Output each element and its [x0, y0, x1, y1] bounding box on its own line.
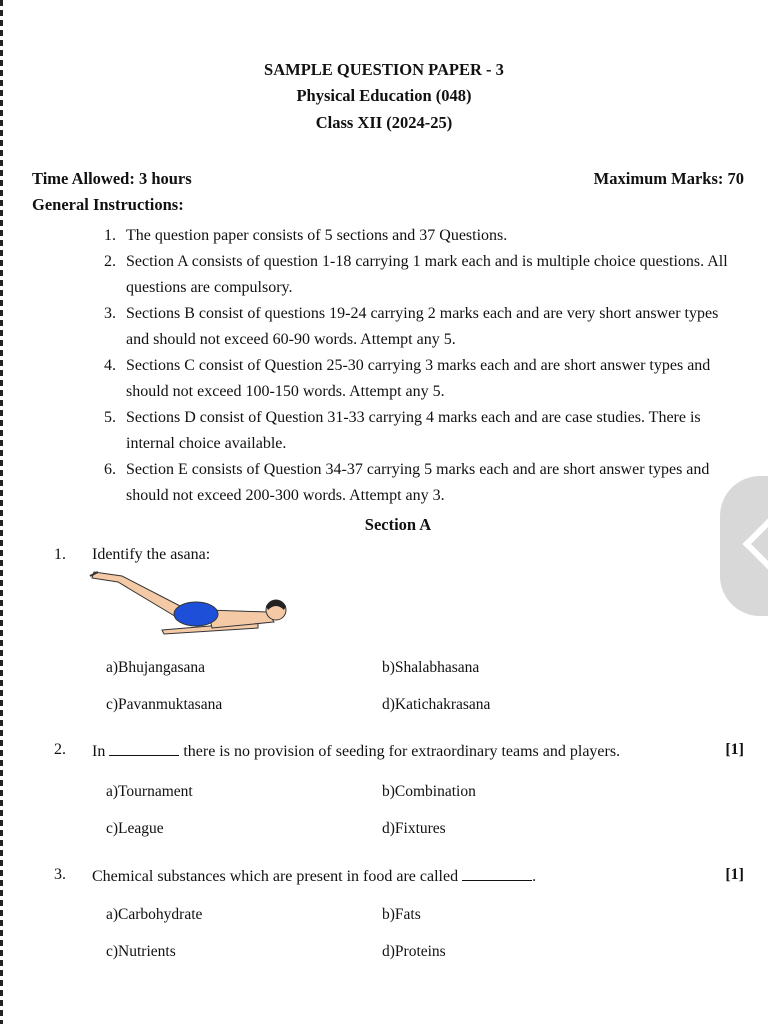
instruction-text: The question paper consists of 5 sections and 37 Questions. — [126, 227, 508, 244]
page-left-border — [0, 0, 3, 1024]
question-3-option-c: c)Nutrients — [106, 943, 176, 960]
next-page-button[interactable] — [720, 476, 768, 616]
subject-title: Physical Education (048) — [296, 86, 472, 105]
fill-blank — [109, 741, 179, 756]
question-2-option-a: a)Tournament — [106, 783, 193, 800]
maximum-marks: Maximum Marks: 70 — [593, 169, 744, 188]
instruction-number: 4. — [104, 357, 116, 374]
question-3-number: 3. — [54, 866, 66, 883]
instruction-item — [104, 223, 744, 249]
question-2-option-b: b)Combination — [382, 783, 476, 800]
paper-title: SAMPLE QUESTION PAPER - 3 — [264, 60, 504, 79]
question-2-text — [92, 741, 620, 761]
question-1-option-d: d)Katichakrasana — [382, 696, 491, 713]
question-1-option-c: c)Pavanmuktasana — [106, 696, 223, 713]
instruction-item — [104, 353, 744, 405]
question-1-option-a: a)Bhujangasana — [106, 659, 205, 676]
instruction-text: Section A consists of question 1-18 carrying 1 mark each and is multiple choice questions. All questions are compulsory. — [126, 253, 728, 296]
question-2-text-before: In — [92, 743, 106, 760]
instruction-item — [104, 249, 744, 301]
question-3-option-b: b)Fats — [382, 906, 421, 923]
question-3-marks: [1] — [725, 866, 744, 883]
question-2-option-d: d)Fixtures — [382, 820, 446, 837]
fill-blank — [462, 866, 532, 881]
instruction-number: 3. — [104, 305, 116, 322]
instructions-title: General Instructions: — [32, 195, 184, 214]
question-3-option-d: d)Proteins — [382, 943, 446, 960]
chevron-right-icon — [743, 519, 768, 570]
class-title: Class XII (2024-25) — [315, 113, 453, 132]
instruction-text: Section E consists of Question 34-37 carrying 5 marks each and are short answer types and should not exceed 200-300 words. Attempt any 3. — [126, 461, 710, 504]
question-2-text-after: there is no provision of seeding for extraordinary teams and players. — [183, 743, 621, 760]
question-1-option-b: b)Shalabhasana — [382, 659, 480, 676]
instruction-item — [104, 457, 744, 509]
instruction-text: Sections C consist of Question 25-30 carrying 3 marks each and are short answer types and should not exceed 100-150 words. Attempt any 5. — [126, 357, 711, 400]
instruction-number: 5. — [104, 409, 116, 426]
instruction-number: 2. — [104, 253, 116, 270]
section-a-title: Section A — [364, 515, 432, 534]
question-3-option-a: a)Carbohydrate — [106, 906, 203, 923]
instruction-number: 6. — [104, 461, 116, 478]
question-3-text-after: . — [532, 868, 537, 885]
question-2-marks: [1] — [725, 741, 744, 758]
instruction-item — [104, 301, 744, 353]
instruction-text: Sections D consist of Question 31-33 carrying 4 marks each and are case studies. There is internal choice available. — [126, 409, 701, 452]
instruction-number: 1. — [104, 227, 116, 244]
question-1-text: Identify the asana: — [92, 546, 211, 563]
question-1-number: 1. — [54, 546, 66, 563]
shalabhasana-figure-icon — [88, 566, 298, 645]
instruction-item — [104, 405, 744, 457]
instruction-text: Sections B consist of questions 19-24 carrying 2 marks each and are very short answer types and should not exceed 60-90 words. Attempt any 5. — [126, 305, 719, 348]
question-2-number: 2. — [54, 741, 66, 758]
question-3-text — [92, 866, 536, 886]
time-allowed: Time Allowed: 3 hours — [32, 169, 192, 188]
question-3-text-before: Chemical substances which are present in food are called — [92, 868, 459, 885]
question-2-option-c: c)League — [106, 820, 164, 837]
